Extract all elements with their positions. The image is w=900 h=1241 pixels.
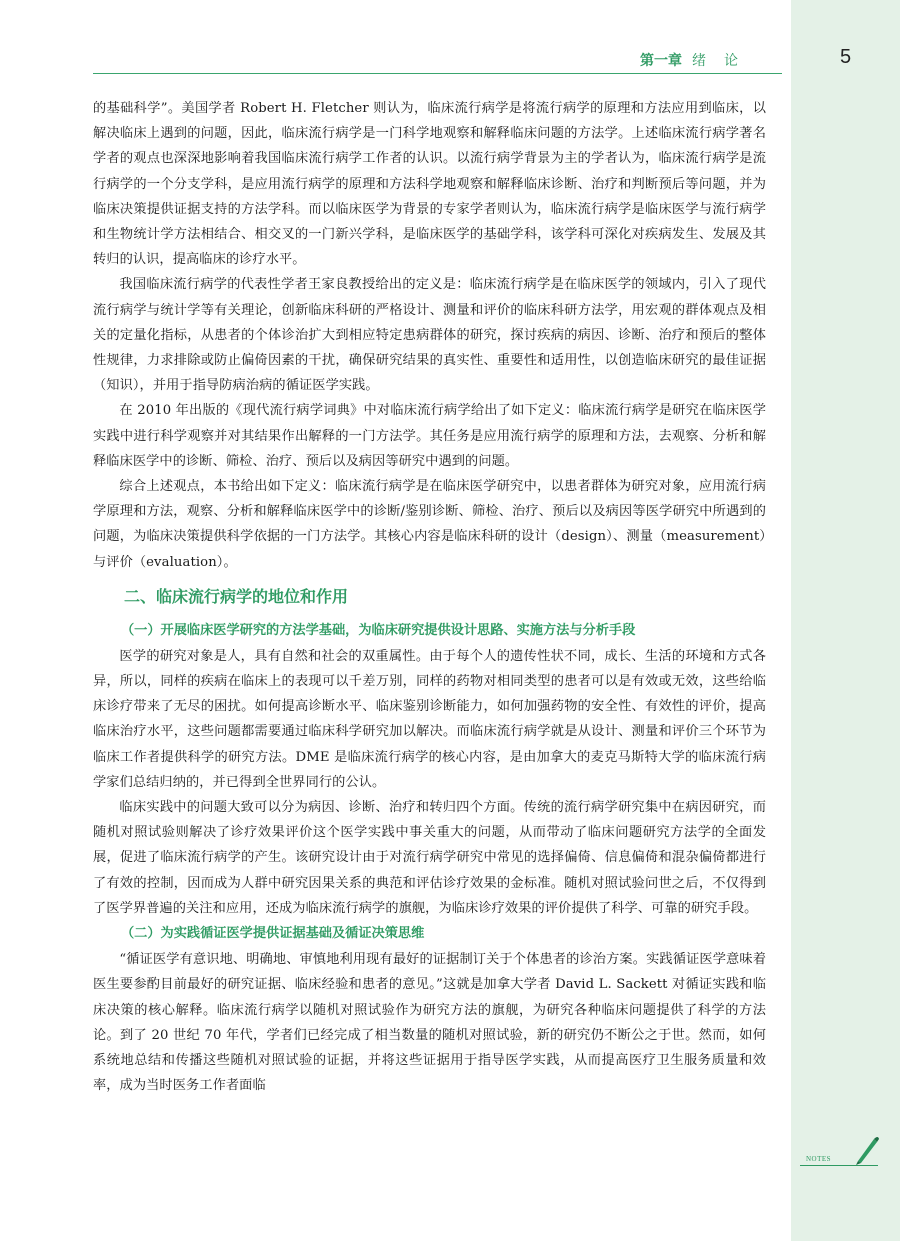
- subsection-heading-2: （二）为实践循证医学提供证据基础及循证决策思维: [121, 926, 425, 942]
- page-number: 5: [839, 46, 852, 68]
- paragraph-6: 临床实践中的问题大致可以分为病因、诊断、治疗和转归四个方面。传统的流行病学研究集中在病因研究，而随机对照试验则解决了诊疗效果评价这个医学实践中事关重大的问题，从而带动了临床问题研究方法学的全面发展，促进了临床流行病学的产生。该研究设计由于对流行病学研究中常见的选择偏倚、信息偏倚和混杂偏倚都进行了有效的控制，因而成为人群中研究因果关系的典范和评估诊疗效果的金标准。随机对照试验问世之后，不仅得到了医学界普遍的关注和应用，还成为临床流行病学的旗舰，为临床诊疗效果的评价提供了科学、可靠的研究手段。: [93, 800, 766, 916]
- chapter-heading: [640, 50, 756, 70]
- paragraph-5: 医学的研究对象是人，具有自然和社会的双重属性。由于每个人的遗传性状不同，成长、生活的环境和方式各异，所以，同样的疾病在临床上的表现可以千差万别，同样的药物对相同类型的患者可以是有效或无效，这些给临床诊疗带来了无尽的困扰。如何提高诊断水平、临床鉴别诊断能力，如何加强药物的安全性、有效性的评价，提高临床治疗水平，这些问题都需要通过临床科学研究加以解决。而临床流行病学就是从设计、测量和评价三个环节为临床工作者提供科学的研究方法。DME 是临床流行病学的核心内容，是由加拿大的麦克马斯特大学的临床流行病学家们总结归纳的，并已得到全世界同行的公认。: [93, 648, 766, 790]
- notes-margin-strip: [791, 0, 900, 1241]
- paragraph-2: 我国临床流行病学的代表性学者王家良教授给出的定义是：临床流行病学是在临床医学的领域内，引入了现代流行病学与统计学等有关理论，创新临床科研的严格设计、测量和评价的临床科研方法学，用宏观的群体观点及相关的定量化指标，从患者的个体诊治扩大到相应特定患病群体的研究，探讨疾病的病因、诊断、治疗和预后的整体性规律，力求排除或防止偏倚因素的干扰，确保研究结果的真实性、重要性和适用性，以创造临床研究的最佳证据（知识），并用于指导防病治病的循证医学实践。: [93, 277, 766, 394]
- notes-label: NOTES: [806, 1155, 832, 1163]
- section-heading-2: 二、临床流行病学的地位和作用: [124, 586, 349, 606]
- paragraph-1: 的基础科学”。美国学者 Robert H. Fletcher 则认为，临床流行病学是将流行病学的原理和方法应用到临床，以解决临床上遇到的问题，因此，临床流行病学是一门科学地观察和解释临床问题的方法学。上述临床流行病学著名学者的观点也深深地影响着我国临床流行病学工作者的认识。以流行病学背景为主的学者认为，临床流行病学是流行病学的一个分支学科，是应用流行病学的原理和方法科学地观察和解释临床诊断、治疗和判断预后等问题，并为临床决策提供证据支持的方法学科。而以临床医学为背景的专家学者则认为，临床流行病学是临床医学与流行病学和生物统计学方法相结合、相交叉的一门新兴学科，是临床医学的基础学科，该学科可深化对疾病发生、发展及其转归的认识，提高临床的诊疗水平。: [93, 101, 766, 268]
- notes-underline: [800, 1165, 878, 1166]
- paragraph-7: “循证医学有意识地、明确地、审慎地利用现有最好的证据制订关于个体患者的诊治方案。实践循证医学意味着医生要参酌目前最好的研究证据、临床经验和患者的意见。”这就是加拿大学者 David L. Sackett 对循证实践和临床决策的核心解释。临床流行病学以随机对照试验作为研究方法的旗舰，为研究各种临床问题提供了科学的方法论。到了 20 世纪 70 年代，学者们已经完成了相当数量的随机对照试验，新的研究仍不断公之于世。然而，如何系统地总结和传播这些随机对照试验的证据，并将这些证据用于指导医学实践，从而提高医疗卫生服务质量和效率，成为当时医务工作者面临: [93, 952, 766, 1094]
- paragraph-3: 在 2010 年出版的《现代流行病学词典》中对临床流行病学给出了如下定义：临床流行病学是研究在临床医学实践中进行科学观察并对其结果作出解释的一门方法学。其任务是应用流行病学的原理和方法，去观察、分析和解释临床医学中的诊断、筛检、治疗、预后以及病因等研究中遇到的问题。: [93, 403, 766, 469]
- paragraph-4: 综合上述观点，本书给出如下定义：临床流行病学是在临床医学研究中，以患者群体为研究对象，应用流行病学原理和方法，观察、分析和解释临床医学中的诊断/鉴别诊断、筛检、治疗、预后以及病因等医学研究中所遇到的问题，为临床决策提供科学依据的一门方法学。其核心内容是临床科研的设计（design）、测量（measurement）与评价（evaluation）。: [93, 479, 766, 570]
- running-header: [93, 50, 782, 74]
- chapter-title: 绪论: [692, 53, 756, 69]
- page-content: [93, 96, 766, 1098]
- notes-pen-icon: [800, 1133, 880, 1173]
- chapter-number: 第一章: [640, 53, 682, 69]
- subsection-heading-1: （一）开展临床医学研究的方法学基础，为临床研究提供设计思路、实施方法与分析手段: [121, 622, 636, 638]
